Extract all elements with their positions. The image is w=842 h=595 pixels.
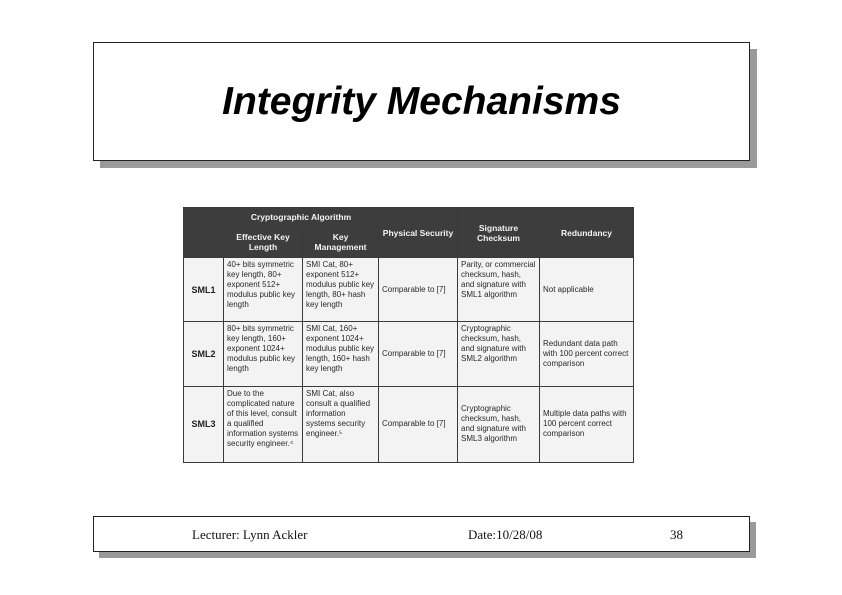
cell-physical: Comparable to [7]	[379, 258, 458, 322]
cell-redundancy: Redundant data path with 100 percent correct comparison	[540, 322, 634, 386]
cell-key-management: SMI Cat, also consult a qualified information systems security engineer.⁵	[303, 386, 379, 462]
physical-security-header: Physical Security	[379, 208, 458, 258]
row-level: SML2	[184, 322, 224, 386]
row-level: SML3	[184, 386, 224, 462]
cell-redundancy: Not applicable	[540, 258, 634, 322]
cell-physical: Comparable to [7]	[379, 386, 458, 462]
title-box	[93, 42, 750, 161]
table-row	[184, 322, 634, 386]
cell-physical: Comparable to [7]	[379, 322, 458, 386]
date-text: Date:10/28/08	[468, 527, 543, 542]
page-number: 38	[670, 527, 683, 542]
integrity-table	[183, 207, 634, 463]
crypto-group-header: Cryptographic Algorithm	[224, 208, 379, 227]
table-header-row	[184, 208, 634, 227]
integrity-table-image	[183, 207, 633, 463]
lecturer-text: Lecturer: Lynn Ackler	[192, 527, 308, 542]
key-management-header: Key Management	[303, 227, 379, 258]
cell-key-length: 40+ bits symmetric key length, 80+ exponent 512+ modulus public key length	[224, 258, 303, 322]
redundancy-header: Redundancy	[540, 208, 634, 258]
table-row	[184, 258, 634, 322]
cell-key-management: SMI Cat, 160+ exponent 1024+ modulus public key length, 160+ hash key length	[303, 322, 379, 386]
cell-redundancy: Multiple data paths with 100 percent correct comparison	[540, 386, 634, 462]
cell-signature: Cryptographic checksum, hash, and signature with SML2 algorithm	[458, 322, 540, 386]
cell-key-length: 80+ bits symmetric key length, 160+ exponent 1024+ modulus public key length	[224, 322, 303, 386]
cell-key-management: SMI Cat, 80+ exponent 512+ modulus public key length, 80+ hash key length	[303, 258, 379, 322]
level-header	[184, 208, 224, 258]
table-row	[184, 386, 634, 462]
key-length-header: Effective Key Length	[224, 227, 303, 258]
signature-checksum-header: Signature Checksum	[458, 208, 540, 258]
cell-key-length: Due to the complicated nature of this level, consult a qualified information systems security engineer.⁴	[224, 386, 303, 462]
cell-signature: Cryptographic checksum, hash, and signature with SML3 algorithm	[458, 386, 540, 462]
slide-title: Integrity Mechanisms	[222, 79, 621, 123]
footer-box	[93, 516, 750, 552]
row-level: SML1	[184, 258, 224, 322]
cell-signature: Parity, or commercial checksum, hash, and signature with SML1 algorithm	[458, 258, 540, 322]
